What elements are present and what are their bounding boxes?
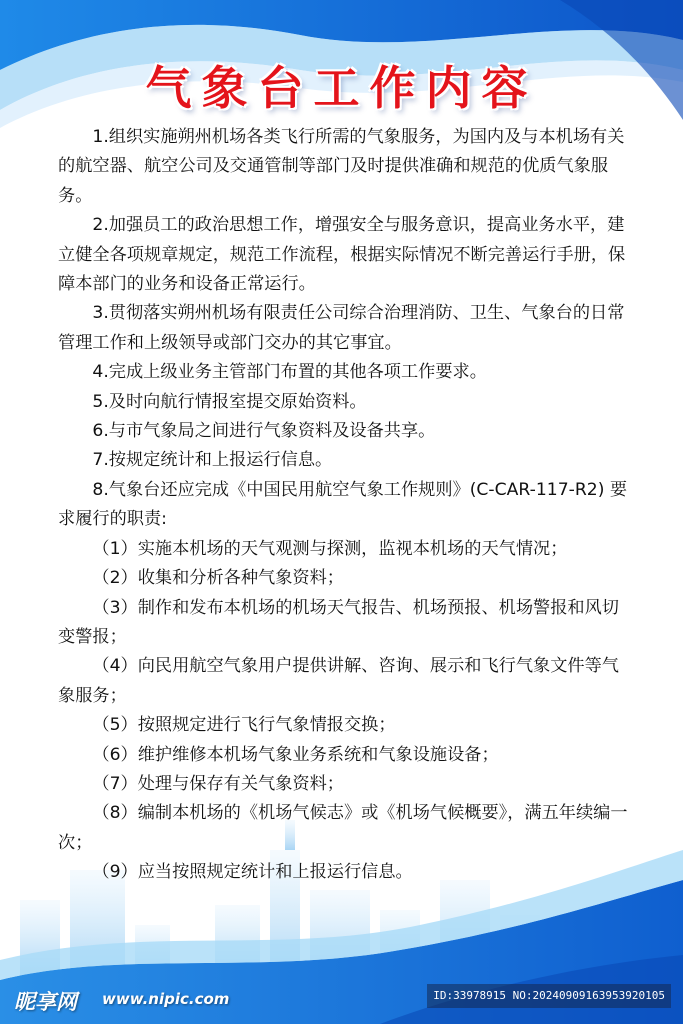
paragraph-5: 5.及时向航行情报室提交原始资料。: [92, 391, 367, 412]
paragraph-1: 1.组织实施朔州机场各类飞行所需的气象服务，为国内及与本机场有关的航空器、航空公司及交通管制等部门及时提供准确和规范的优质气象服务。: [58, 127, 625, 206]
paragraph-6: 6.与市气象局之间进行气象资料及设备共享。: [92, 421, 436, 442]
paragraph-4: 4.完成上级业务主管部门布置的其他各项工作要求。: [92, 362, 487, 383]
paragraph-8: 8.气象台还应完成《中国民用航空气象工作规则》(C-CAR-117-R2) 要求履行的职责:: [58, 479, 628, 530]
watermark-site: www.nipic.com: [102, 990, 230, 1008]
duty-item-7: （7）处理与保存有关气象资料；: [92, 773, 344, 794]
paragraph-2: 2.加强员工的政治思想工作，增强安全与服务意识，提高业务水平，建立健全各项规章规定，规范工作流程，根据实际情况不断完善运行手册，保障本部门的业务和设备正常运行。: [58, 215, 626, 295]
watermark-id: ID:33978915 NO:20240909163953920105: [427, 984, 671, 1008]
page-title: 气象台工作内容: [145, 61, 538, 115]
duty-item-2: （2）收集和分析各种气象资料；: [92, 568, 344, 589]
duty-item-8: （8）编制本机场的《机场气候志》或《机场气候概要》，满五年续编一次；: [58, 803, 628, 853]
duty-item-1: （1）实施本机场的天气观测与探测，监视本机场的天气情况；: [92, 538, 568, 559]
duty-item-6: （6）维护维修本机场气象业务系统和气象设施设备；: [92, 744, 499, 765]
paragraph-3: 3.贯彻落实朔州机场有限责任公司综合治理消防、卫生、气象台的日常管理工作和上级领导或部门交办的其它事宜。: [58, 303, 625, 353]
duty-item-3: （3）制作和发布本机场的机场天气报告、机场预报、机场警报和风切变警报；: [58, 597, 619, 647]
paragraph-7: 7.按规定统计和上报运行信息。: [92, 450, 333, 471]
duty-item-5: （5）按照规定进行飞行气象情报交换；: [92, 715, 396, 736]
duty-item-4: （4）向民用航空气象用户提供讲解、咨询、展示和飞行气象文件等气象服务；: [58, 656, 619, 706]
watermark-logo: 昵享网: [14, 990, 77, 1014]
duty-item-9: （9）应当按照规定统计和上报运行信息。: [92, 862, 413, 883]
content-body: [58, 123, 632, 888]
